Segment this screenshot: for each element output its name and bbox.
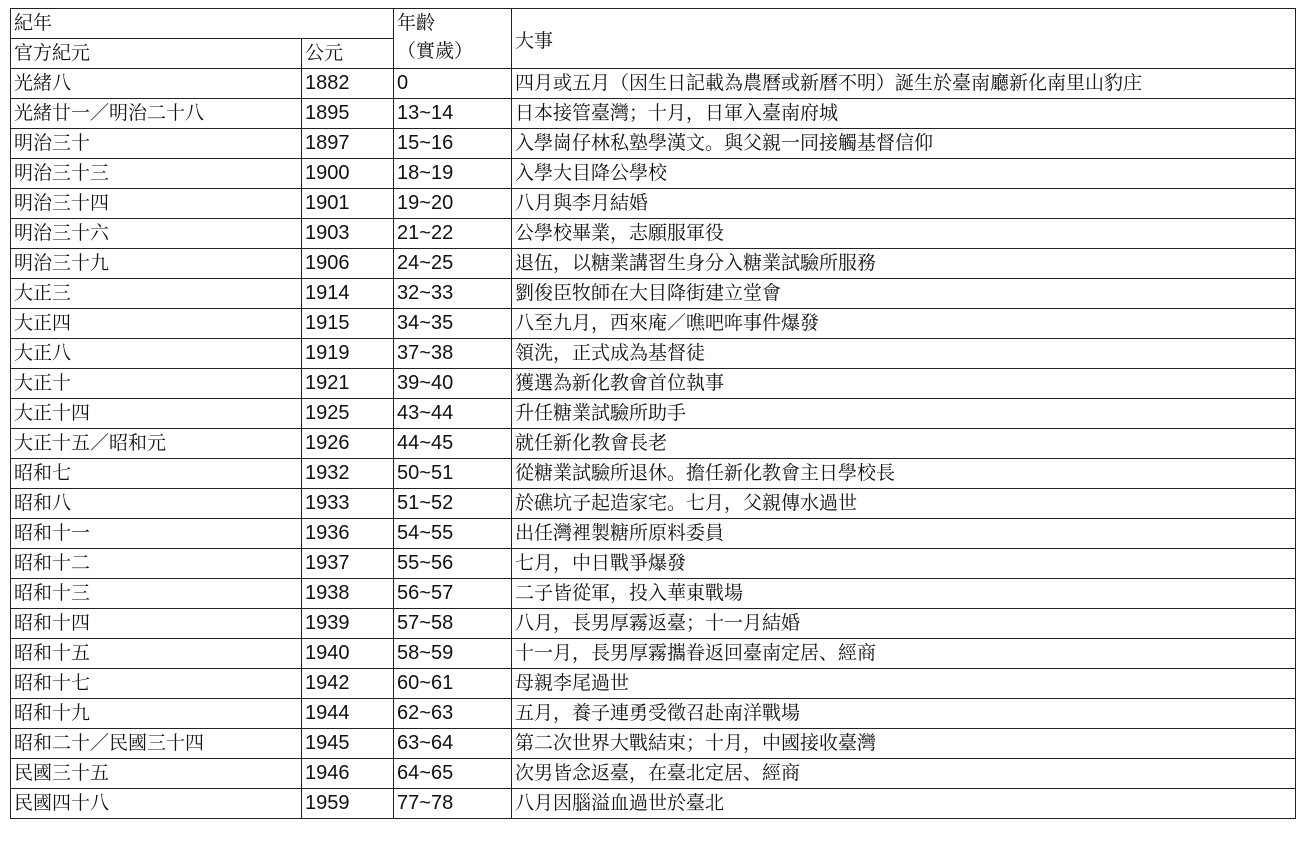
- age-cell: 64~65: [394, 759, 512, 789]
- table-row: [11, 669, 1296, 699]
- age-cell: 32~33: [394, 279, 512, 309]
- age-cell: 54~55: [394, 519, 512, 549]
- event-cell: 四月或五月（因生日記載為農曆或新曆不明）誕生於臺南廳新化南里山豹庄: [512, 69, 1296, 99]
- event-cell: 二子皆從軍，投入華東戰場: [512, 579, 1296, 609]
- age-cell: 77~78: [394, 789, 512, 819]
- event-cell: 次男皆念返臺，在臺北定居、經商: [512, 759, 1296, 789]
- era-cell: 民國四十八: [11, 789, 302, 819]
- age-cell: 62~63: [394, 699, 512, 729]
- age-cell: 50~51: [394, 459, 512, 489]
- era-cell: 昭和十三: [11, 579, 302, 609]
- table-row: [11, 189, 1296, 219]
- year-cell: 1936: [302, 519, 394, 549]
- event-cell: 就任新化教會長老: [512, 429, 1296, 459]
- table-row: [11, 519, 1296, 549]
- era-cell: 民國三十五: [11, 759, 302, 789]
- year-cell: 1925: [302, 399, 394, 429]
- header-age: [394, 9, 512, 69]
- era-cell: 明治三十三: [11, 159, 302, 189]
- table-row: [11, 159, 1296, 189]
- age-cell: 63~64: [394, 729, 512, 759]
- event-cell: 獲選為新化教會首位執事: [512, 369, 1296, 399]
- event-cell: 八至九月，西來庵／噍吧哖事件爆發: [512, 309, 1296, 339]
- age-cell: 21~22: [394, 219, 512, 249]
- header-age-line1: 年齡: [397, 12, 436, 34]
- table-row: [11, 609, 1296, 639]
- age-cell: 58~59: [394, 639, 512, 669]
- era-cell: 昭和十二: [11, 549, 302, 579]
- era-cell: 光緒廿一／明治二十八: [11, 99, 302, 129]
- table-row: [11, 759, 1296, 789]
- header-row-top: [11, 9, 1296, 39]
- age-cell: 15~16: [394, 129, 512, 159]
- table-row: [11, 279, 1296, 309]
- table-row: [11, 399, 1296, 429]
- era-cell: 明治三十: [11, 129, 302, 159]
- year-cell: 1921: [302, 369, 394, 399]
- event-cell: 日本接管臺灣；十月，日軍入臺南府城: [512, 99, 1296, 129]
- event-cell: 退伍，以糖業講習生身分入糖業試驗所服務: [512, 249, 1296, 279]
- table-row: [11, 129, 1296, 159]
- year-cell: 1938: [302, 579, 394, 609]
- header-events: 大事: [512, 9, 1296, 69]
- event-cell: 入學大目降公學校: [512, 159, 1296, 189]
- event-cell: 五月，養子連勇受徵召赴南洋戰場: [512, 699, 1296, 729]
- year-cell: 1900: [302, 159, 394, 189]
- header-western-year: 公元: [302, 39, 394, 69]
- event-cell: 從糖業試驗所退休。擔任新化教會主日學校長: [512, 459, 1296, 489]
- table-row: [11, 69, 1296, 99]
- table-row: [11, 219, 1296, 249]
- table-row: [11, 429, 1296, 459]
- age-cell: 24~25: [394, 249, 512, 279]
- era-cell: 明治三十四: [11, 189, 302, 219]
- event-cell: 七月，中日戰爭爆發: [512, 549, 1296, 579]
- event-cell: 十一月，長男厚霧攜眷返回臺南定居、經商: [512, 639, 1296, 669]
- era-cell: 大正四: [11, 309, 302, 339]
- timeline-table: [10, 8, 1296, 819]
- era-cell: 明治三十六: [11, 219, 302, 249]
- table-row: [11, 339, 1296, 369]
- year-cell: 1937: [302, 549, 394, 579]
- table-row: [11, 249, 1296, 279]
- year-cell: 1882: [302, 69, 394, 99]
- table-row: [11, 489, 1296, 519]
- table-row: [11, 459, 1296, 489]
- age-cell: 39~40: [394, 369, 512, 399]
- year-cell: 1932: [302, 459, 394, 489]
- event-cell: 劉俊臣牧師在大目降街建立堂會: [512, 279, 1296, 309]
- age-cell: 0: [394, 69, 512, 99]
- timeline-body: [11, 9, 1296, 819]
- era-cell: 昭和七: [11, 459, 302, 489]
- age-cell: 60~61: [394, 669, 512, 699]
- era-cell: 昭和十九: [11, 699, 302, 729]
- year-cell: 1903: [302, 219, 394, 249]
- event-cell: 升任糖業試驗所助手: [512, 399, 1296, 429]
- era-cell: 光緒八: [11, 69, 302, 99]
- age-cell: 37~38: [394, 339, 512, 369]
- event-cell: 公學校畢業，志願服軍役: [512, 219, 1296, 249]
- age-cell: 34~35: [394, 309, 512, 339]
- event-cell: 入學崗仔林私塾學漢文。與父親一同接觸基督信仰: [512, 129, 1296, 159]
- table-row: [11, 369, 1296, 399]
- era-cell: 昭和十七: [11, 669, 302, 699]
- era-cell: 明治三十九: [11, 249, 302, 279]
- year-cell: 1915: [302, 309, 394, 339]
- era-cell: 昭和十四: [11, 609, 302, 639]
- table-row: [11, 639, 1296, 669]
- year-cell: 1944: [302, 699, 394, 729]
- era-cell: 昭和十五: [11, 639, 302, 669]
- event-cell: 八月與李月結婚: [512, 189, 1296, 219]
- year-cell: 1895: [302, 99, 394, 129]
- year-cell: 1940: [302, 639, 394, 669]
- table-row: [11, 99, 1296, 129]
- event-cell: 母親李尾過世: [512, 669, 1296, 699]
- year-cell: 1933: [302, 489, 394, 519]
- table-row: [11, 309, 1296, 339]
- age-cell: 56~57: [394, 579, 512, 609]
- year-cell: 1942: [302, 669, 394, 699]
- era-cell: 大正三: [11, 279, 302, 309]
- table-row: [11, 699, 1296, 729]
- age-cell: 55~56: [394, 549, 512, 579]
- age-cell: 13~14: [394, 99, 512, 129]
- era-cell: 昭和八: [11, 489, 302, 519]
- header-era-group: 紀年: [11, 9, 394, 39]
- year-cell: 1959: [302, 789, 394, 819]
- table-row: [11, 789, 1296, 819]
- table-row: [11, 549, 1296, 579]
- event-cell: 於礁坑子起造家宅。七月，父親傳水過世: [512, 489, 1296, 519]
- year-cell: 1906: [302, 249, 394, 279]
- age-cell: 51~52: [394, 489, 512, 519]
- year-cell: 1897: [302, 129, 394, 159]
- age-cell: 44~45: [394, 429, 512, 459]
- era-cell: 昭和二十／民國三十四: [11, 729, 302, 759]
- era-cell: 大正八: [11, 339, 302, 369]
- year-cell: 1901: [302, 189, 394, 219]
- event-cell: 出任灣裡製糖所原料委員: [512, 519, 1296, 549]
- year-cell: 1945: [302, 729, 394, 759]
- year-cell: 1914: [302, 279, 394, 309]
- era-cell: 大正十四: [11, 399, 302, 429]
- year-cell: 1946: [302, 759, 394, 789]
- event-cell: 第二次世界大戰結束；十月，中國接收臺灣: [512, 729, 1296, 759]
- era-cell: 大正十五／昭和元: [11, 429, 302, 459]
- age-cell: 19~20: [394, 189, 512, 219]
- age-cell: 43~44: [394, 399, 512, 429]
- era-cell: 昭和十一: [11, 519, 302, 549]
- year-cell: 1919: [302, 339, 394, 369]
- header-age-line2: （實歲）: [397, 40, 474, 62]
- year-cell: 1939: [302, 609, 394, 639]
- event-cell: 八月因腦溢血過世於臺北: [512, 789, 1296, 819]
- era-cell: 大正十: [11, 369, 302, 399]
- age-cell: 57~58: [394, 609, 512, 639]
- event-cell: 領洗，正式成為基督徒: [512, 339, 1296, 369]
- event-cell: 八月，長男厚霧返臺；十一月結婚: [512, 609, 1296, 639]
- table-row: [11, 579, 1296, 609]
- header-official-era: 官方紀元: [11, 39, 302, 69]
- table-row: [11, 729, 1296, 759]
- year-cell: 1926: [302, 429, 394, 459]
- age-cell: 18~19: [394, 159, 512, 189]
